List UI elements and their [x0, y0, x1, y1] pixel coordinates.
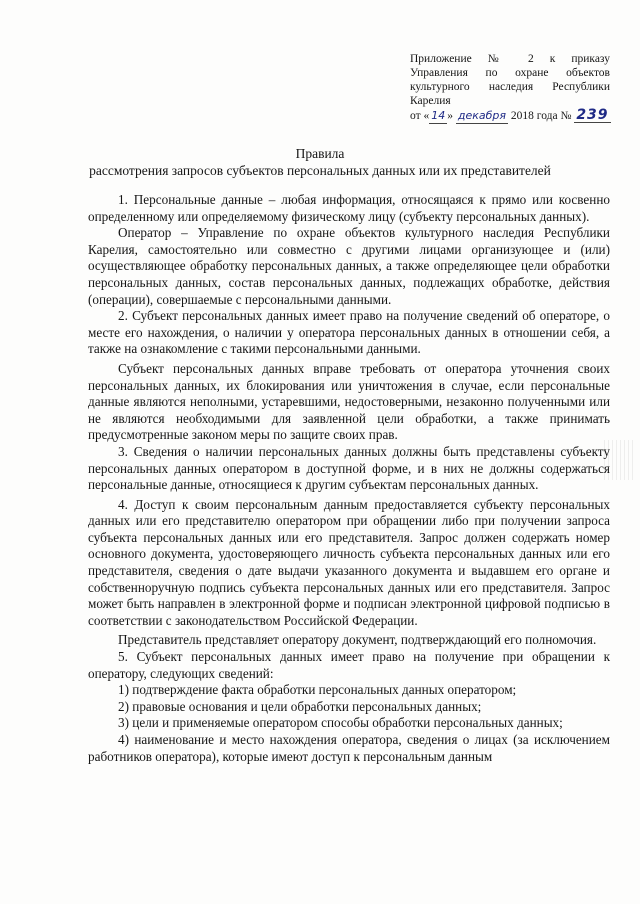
date-year: 2018 года №	[510, 110, 572, 122]
document-body	[88, 192, 610, 765]
list-item-4: 4) наименование и место нахождения оператора, сведения о лицах (за исключением работников оператора), которые имеют доступ к персональным данным	[88, 732, 610, 764]
list-item-3: 3) цели и применяемые оператором способы обработки персональных данных;	[118, 715, 563, 731]
document-title: Правила	[295, 146, 345, 161]
header-line-3: культурного наследия Республики	[410, 81, 610, 93]
list-item-2: 2) правовые основания и цели обработки персональных данных;	[118, 698, 482, 714]
paragraph-4: 4. Доступ к своим персональным данным предоставляется субъекту персональных данных или его представителю оператором при обращении либо при получении запроса субъекта персональных данных или его представителя. Запрос должен содержать номер основного документа, удостоверяющего личность субъекта персональных данных или его представителя, сведения о дате выдачи указанного документа и выдавшем его органе и собственноручную подпись субъекта персональных данных или его представителя. Запрос может быть направлен в электронной форме и подписан электронной цифровой подписью в соответствии с законодательством Российской Федерации.	[88, 496, 610, 628]
paragraph-operator-definition: Оператор – Управление по охране объектов культурного наследия Республики Карелия, самостоятельно или совместно с другими лицами организующее и (или) осуществляющее обработку персональных данных, а также определяющее цели обработки персональных данных, состав персональных данных, подлежащих обработке, действия (операции), совершаемые с персональными данными.	[88, 225, 610, 307]
handwritten-month: декабря	[457, 109, 507, 122]
order-date-line	[410, 108, 610, 124]
handwritten-order-number: 239	[576, 107, 609, 123]
appendix-header	[410, 52, 610, 124]
handwritten-day: 14	[431, 109, 446, 122]
header-line-2: Управления по охране объектов	[410, 67, 610, 79]
list-item-1: 1) подтверждение факта обработки персональных данных оператором;	[118, 682, 517, 698]
paragraph-5: 5. Субъект персональных данных имеет право на получение при обращении к оператору, следующих сведений:	[88, 649, 610, 681]
scan-edge-artifact	[604, 440, 634, 480]
date-prefix: от «	[410, 110, 430, 122]
paragraph-3: 3. Сведения о наличии персональных данных должны быть представлены субъекту персональных данных оператором в доступной форме, и в них не должны содержаться персональные данные, относящиеся к другим субъектам персональных данных.	[88, 443, 610, 493]
paragraph-representative: Представитель представляет оператору документ, подтверждающий его полномочия.	[118, 632, 597, 648]
header-line-1: Приложение № 2 к приказу	[410, 53, 610, 65]
paragraph-2: 2. Субъект персональных данных имеет право на получение сведений об операторе, о месте его нахождения, о наличии у оператора персональных данных в отношении себя, а также на ознакомление с такими персональными данными.	[88, 308, 610, 357]
date-mid: »	[447, 110, 453, 122]
paragraph-2-rights: Субъект персональных данных вправе требовать от оператора уточнения своих персональных данных, их блокирования или уничтожения в случае, если персональные данные являются неполными, устаревшими, недостоверными, незаконно полученными или не являются необходимыми для заявленной цели обработки, а также принимать предусмотренные законом меры по защите своих прав.	[88, 360, 610, 443]
paragraph-1: 1. Персональные данные – любая информация, относящаяся к прямо или косвенно определенному или определяемому физическому лицу (субъекту персональных данных).	[88, 192, 610, 224]
header-line-4: Карелия	[410, 95, 451, 107]
document-subtitle: рассмотрения запросов субъектов персональных данных или их представителей	[89, 163, 551, 178]
